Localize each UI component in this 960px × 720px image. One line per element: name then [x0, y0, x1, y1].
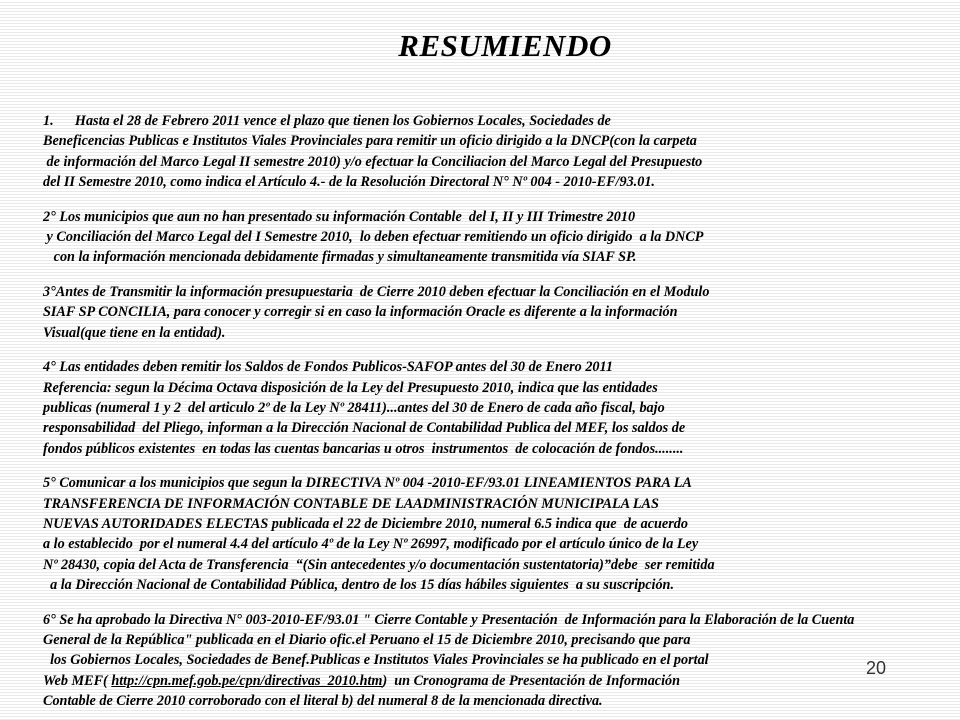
item-1-line-4: del II Semestre 2010, como indica el Artículo 4.- de la Resolución Directoral N° Nº 004 - 2010-EF/93.01.: [43, 173, 655, 190]
item-5-line-2: TRANSFERENCIA DE INFORMACIÓN CONTABLE DE LAADMINISTRACIÓN MUNICIPALA LAS: [43, 495, 659, 512]
item-5-line-3: NUEVAS AUTORIDADES ELECTAS publicada el 22 de Diciembre 2010, numeral 6.5 indica que de acuerdo: [43, 516, 688, 533]
item-4-line-2: Referencia: segun la Décima Octava disposición de la Ley del Presupuesto 2010, indica que las entidades: [43, 379, 658, 396]
item-6-line-5: Contable de Cierre 2010 corroborado con el literal b) del numeral 8 de la mencionada directiva.: [43, 692, 603, 709]
page-number: 20: [866, 658, 887, 678]
item-4-line-4: responsabilidad del Pliego, informan a la Dirección Nacional de Contabilidad Publica del MEF, los saldos de: [43, 420, 686, 437]
item-3-line-2: SIAF SP CONCILIA, para conocer y corregir si en caso la información Oracle es diferente a la información: [43, 304, 678, 321]
paragraph-gap: [43, 268, 958, 283]
item-5-line-6: a la Dirección Nacional de Contabilidad Pública, dentro de los 15 días hábiles siguientes a su suscripción.: [43, 576, 674, 593]
item-4-line-5: fondos públicos existentes en todas las cuentas bancarias u otros instrumentos de colocación de fondos........: [43, 440, 684, 457]
paragraph-gap: [43, 595, 958, 610]
item-2-line-3: con la información mencionada debidamente firmadas y simultaneamente transmitida vía SIAF SP.: [43, 249, 637, 266]
item-3-line-1: 3°Antes de Transmitir la información presupuestaria de Cierre 2010 deben efectuar la Conciliación en el Modulo: [43, 284, 710, 301]
item-5-line-1: 5° Comunicar a los municipios que segun la DIRECTIVA Nº 004 -2010-EF/93.01 LINEAMIENTOS PARA LA: [43, 475, 692, 492]
item-3-line-3: Visual(que tiene en la entidad).: [43, 324, 226, 341]
paragraph-gap: [43, 192, 958, 207]
item-1-line-1: 1. Hasta el 28 de Febrero 2011 vence el plazo que tienen los Gobiernos Locales, Sociedades de: [43, 113, 611, 129]
mef-directivas-link[interactable]: http://cpn.mef.gob.pe/cpn/directivas_2010.htm: [111, 672, 383, 689]
web-suffix: ) un Cronograma de Presentación de Información: [382, 672, 681, 689]
item-6-line-1: 6° Se ha aprobado la Directiva N° 003-2010-EF/93.01 " Cierre Contable y Presentación de Información para la Elaboración de la Cuenta: [43, 611, 855, 628]
item-4-line-1: 4° Las entidades deben remitir los Saldos de Fondos Publicos-SAFOP antes del 30 de Enero 2011: [43, 359, 613, 376]
summary-body: [43, 111, 958, 711]
page-title: RESUMIENDO: [398, 28, 612, 63]
item-2-line-1: 2° Los municipios que aun no han presentado su información Contable del I, II y III Trimestre 2010: [43, 208, 636, 225]
item-5-line-5: Nº 28430, copia del Acta de Transferencia “(Sin antecedentes y/o documentación sustentatoria)”debe ser remitida: [43, 556, 715, 573]
item-2-line-2: y Conciliación del Marco Legal del I Semestre 2010, lo deben efectuar remitiendo un oficio dirigido a la DNCP: [43, 228, 704, 245]
item-1-line-3: de información del Marco Legal II semestre 2010) y/o efectuar la Conciliacion del Marco Legal del Presupuesto: [43, 153, 703, 170]
web-prefix: Web MEF(: [43, 672, 112, 689]
item-4-line-3: publicas (numeral 1 y 2 del articulo 2º de la Ley Nº 28411)...antes del 30 de Enero de cada año fiscal, bajo: [43, 400, 665, 417]
paragraph-gap: [43, 343, 958, 358]
item-6-line-3: los Gobiernos Locales, Sociedades de Benef.Publicas e Institutos Viales Provinciales se ha publicado en el portal: [43, 652, 709, 669]
item-6-line-2: General de la República" publicada en el Diario ofic.el Peruano el 15 de Diciembre 2010, precisando que para: [43, 632, 691, 649]
item-6-line-4: [43, 671, 958, 691]
item-5-line-4: a lo establecido por el numeral 4.4 del artículo 4º de la Ley Nº 26997, modificado por el artículo único de la Ley: [43, 536, 699, 553]
item-1-line-2: Beneficencias Publicas e Institutos Viales Provinciales para remitir un oficio dirigido a la DNCP(con la carpeta: [43, 133, 697, 150]
paragraph-gap: [43, 459, 958, 474]
